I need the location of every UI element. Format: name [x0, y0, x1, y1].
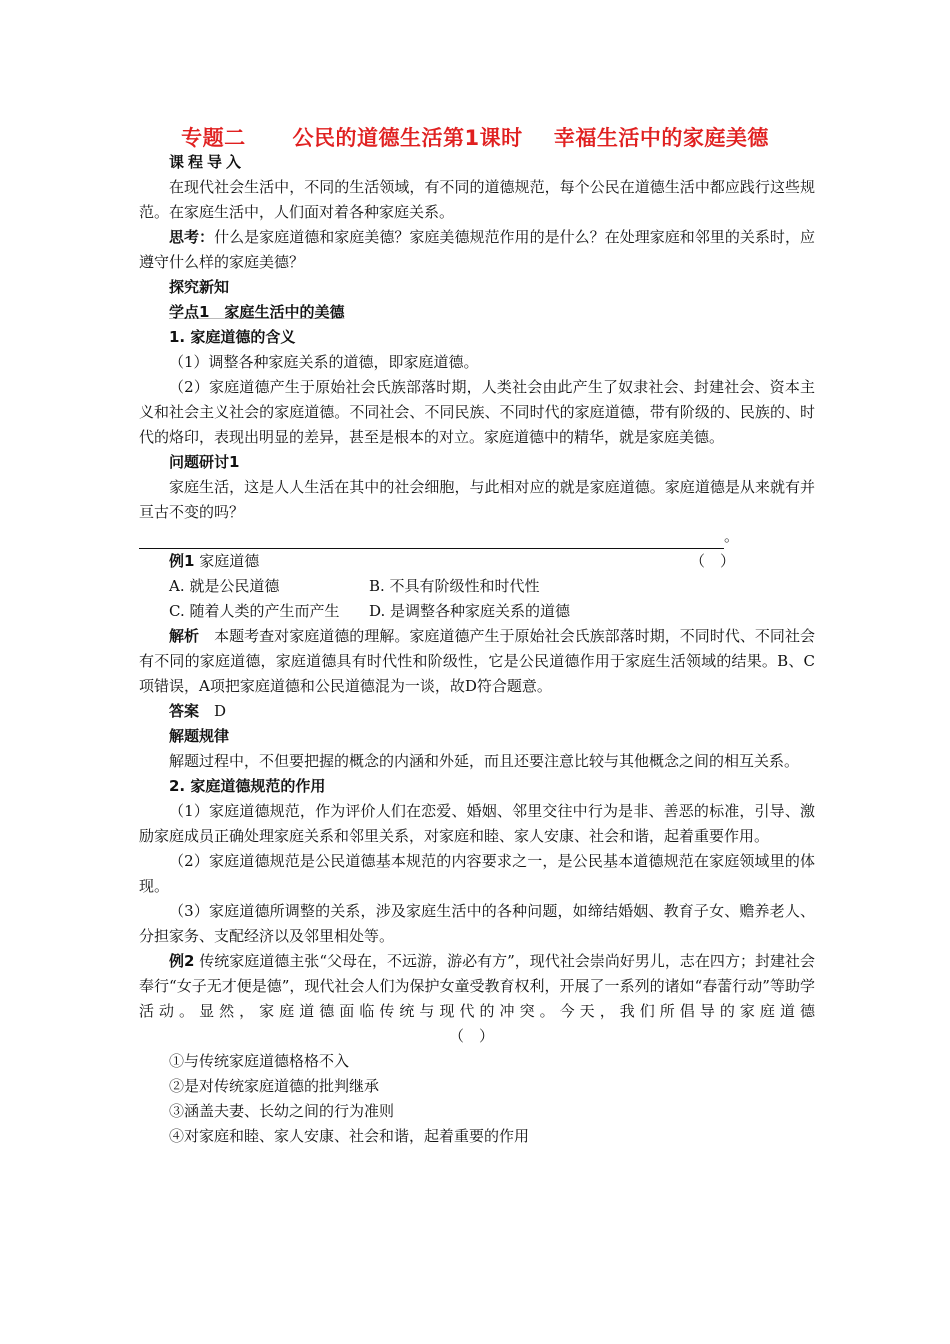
title-subject: 幸福生活中的家庭美德 — [553, 126, 769, 150]
rule-heading: 解题规律 — [169, 727, 230, 745]
intro-paragraph: 在现代社会生活中，不同的生活领域，有不同的道德规范，每个公民在道德生活中都应践行这些规范。在家庭生活中，人们面对着各种家庭关系。 — [139, 178, 815, 221]
example2-question: 传统家庭道德主张“父母在，不远游，游必有方”，现代社会崇尚好男儿，志在四方；封建社会奉行“女子无才便是德”，现代社会人们为保护女童受教育权利，开展了一系列的诸如“春蕾行动”等助学活动。显然，家庭道德面临传统与现代的冲突。今天，我们所倡导的家庭道德 — [139, 952, 815, 1020]
example1-question: 家庭道德 — [199, 552, 260, 570]
example2-option-3: ③涵盖夫妻、长幼之间的行为准则 — [169, 1102, 395, 1120]
example1-option-c: C. 随着人类的产生而产生 — [169, 602, 340, 620]
example1-options-row1 — [139, 574, 815, 599]
think-paragraph — [139, 225, 815, 275]
think-label: 思考： — [169, 228, 215, 246]
intro-heading: 课程导入 — [169, 153, 246, 171]
point1-heading: 学点1 家庭生活中的美德 — [169, 303, 345, 321]
example2-option-2: ②是对传统家庭道德的批判继承 — [169, 1077, 380, 1095]
example1-stem — [139, 549, 815, 574]
example2-option-4: ④对家庭和睦、家人安康、社会和谐，起着重要的作用 — [169, 1127, 530, 1145]
section1-heading: 1. 家庭道德的含义 — [169, 328, 296, 346]
section1-item1: （1）调整各种家庭关系的道德，即家庭道德。 — [169, 353, 479, 371]
answer-blank-end: 。 — [724, 527, 740, 545]
analysis-text: 本题考查对家庭道德的理解。家庭道德产生于原始社会氏族部落时期，不同时代、不同社会有不同的家庭道德，家庭道德具有时代性和阶级性，它是公民道德作用于家庭生活领域的结果。B、C项错误，A项把家庭道德和公民道德混为一谈，故D符合题意。 — [139, 627, 815, 695]
example1-analysis — [139, 624, 815, 699]
section2-item3: （3）家庭道德所调整的关系，涉及家庭生活中的各种问题，如缔结婚姻、教育子女、赡养老人、分担家务、支配经济以及邻里相处等。 — [139, 902, 815, 945]
research1-question: 家庭生活，这是人人生活在其中的社会细胞，与此相对应的就是家庭道德。家庭道德是从来就有并亘古不变的吗？ — [139, 478, 815, 521]
example1-answer — [139, 699, 815, 724]
document-title — [0, 122, 950, 152]
think-text: 什么是家庭道德和家庭美德？家庭美德规范作用的是什么？在处理家庭和邻里的关系时，应遵守什么样的家庭美德？ — [139, 228, 815, 271]
document-body — [139, 150, 815, 1149]
section2-item2: （2）家庭道德规范是公民道德基本规范的内容要求之一，是公民基本道德规范在家庭领域里的体现。 — [139, 852, 815, 895]
example2-stem — [139, 949, 815, 1049]
answer-value: D — [214, 702, 227, 720]
section2-heading: 2. 家庭道德规范的作用 — [169, 777, 326, 795]
example2-option-1: ①与传统家庭道德格格不入 — [169, 1052, 350, 1070]
example1-label: 例1 — [169, 552, 195, 570]
title-lesson: 公民的道德生活第1课时 — [292, 126, 523, 150]
example1-options-row2 — [139, 599, 815, 624]
example1-option-a: A. 就是公民道德 — [169, 577, 280, 595]
answer-blank-line — [139, 534, 724, 549]
section2-item1: （1）家庭道德规范，作为评价人们在恋爱、婚姻、邻里交往中行为是非、善恶的标准，引导、激励家庭成员正确处理家庭关系和邻里关系，对家庭和睦、家人安康、社会和谐，起着重要作用。 — [139, 802, 815, 845]
title-topic: 专题二 — [181, 126, 246, 150]
section1-item2: （2）家庭道德产生于原始社会氏族部落时期，人类社会由此产生了奴隶社会、封建社会、资本主义和社会主义社会的家庭道德。不同社会、不同民族、不同时代的家庭道德，带有阶级的、民族的、时代的烙印，表现出明显的差异，甚至是根本的对立。家庭道德中的精华，就是家庭美德。 — [139, 378, 815, 446]
answer-label: 答案 — [169, 702, 200, 720]
example1-option-d: D. 是调整各种家庭关系的道德 — [369, 602, 571, 620]
example2-answer-bracket: （ ） — [449, 1027, 495, 1045]
answer-blank — [139, 527, 815, 549]
analysis-label: 解析 — [169, 627, 200, 645]
research1-heading: 问题研讨1 — [169, 453, 240, 471]
example1-answer-bracket: （ ） — [689, 552, 735, 570]
example1-option-b: B. 不具有阶级性和时代性 — [369, 577, 540, 595]
rule-text: 解题过程中，不但要把握的概念的内涵和外延，而且还要注意比较与其他概念之间的相互关系。 — [169, 752, 800, 770]
explore-heading: 探究新知 — [169, 278, 230, 296]
example2-label: 例2 — [169, 952, 195, 970]
